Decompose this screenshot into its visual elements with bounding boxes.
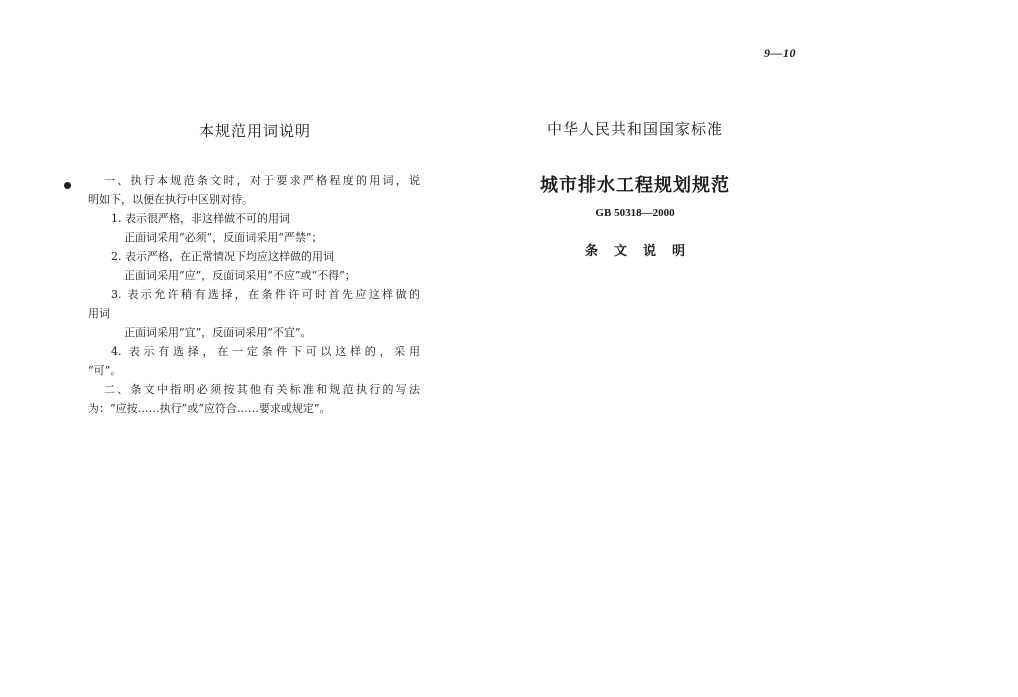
paragraph-line: 正面词采用“应”，反面词采用“不应”或“不得”； [124,269,356,282]
document-subtitle: 条文说明 [584,244,701,259]
standard-label: 中华人民共和国国家标准 [546,120,723,138]
paragraph-line: 一、执行本规范条文时，对于要求严格程度的用词，说 [104,174,420,187]
paragraph-line: “可”。 [88,364,122,377]
document-title: 城市排水工程规划规范 [540,175,730,196]
terminology-section [80,120,420,420]
paragraph-line: 明如下，以便在执行中区别对待。 [88,193,253,206]
paragraph-line: 1. 表示很严格，非这样做不可的用词 [111,212,290,225]
scan-speck [64,182,71,189]
page-number: 9—10 [764,46,796,60]
paragraph-line: 用词 [88,307,110,320]
paragraph-line: 为：“应按……执行”或“应符合……要求或规定”。 [88,402,331,415]
standard-code: GB 50318—2000 [595,207,675,219]
paragraph-line: 2. 表示严格，在正常情况下均应这样做的用词 [111,250,334,263]
title-section [510,118,760,259]
paragraph-line: 4. 表示有选择，在一定条件下可以这样的，采用 [111,345,420,358]
section-title: 本规范用词说明 [198,122,311,140]
paragraph-line: 3. 表示允许稍有选择，在条件许可时首先应这样做的 [111,288,420,301]
paragraph-line: 二、条文中指明必须按其他有关标准和规范执行的写法 [104,383,420,396]
paragraph-line: 正面词采用“必须”，反面词采用“严禁”； [124,231,323,244]
paragraph-line: 正面词采用“宜”，反面词采用“不宜”。 [124,326,312,339]
